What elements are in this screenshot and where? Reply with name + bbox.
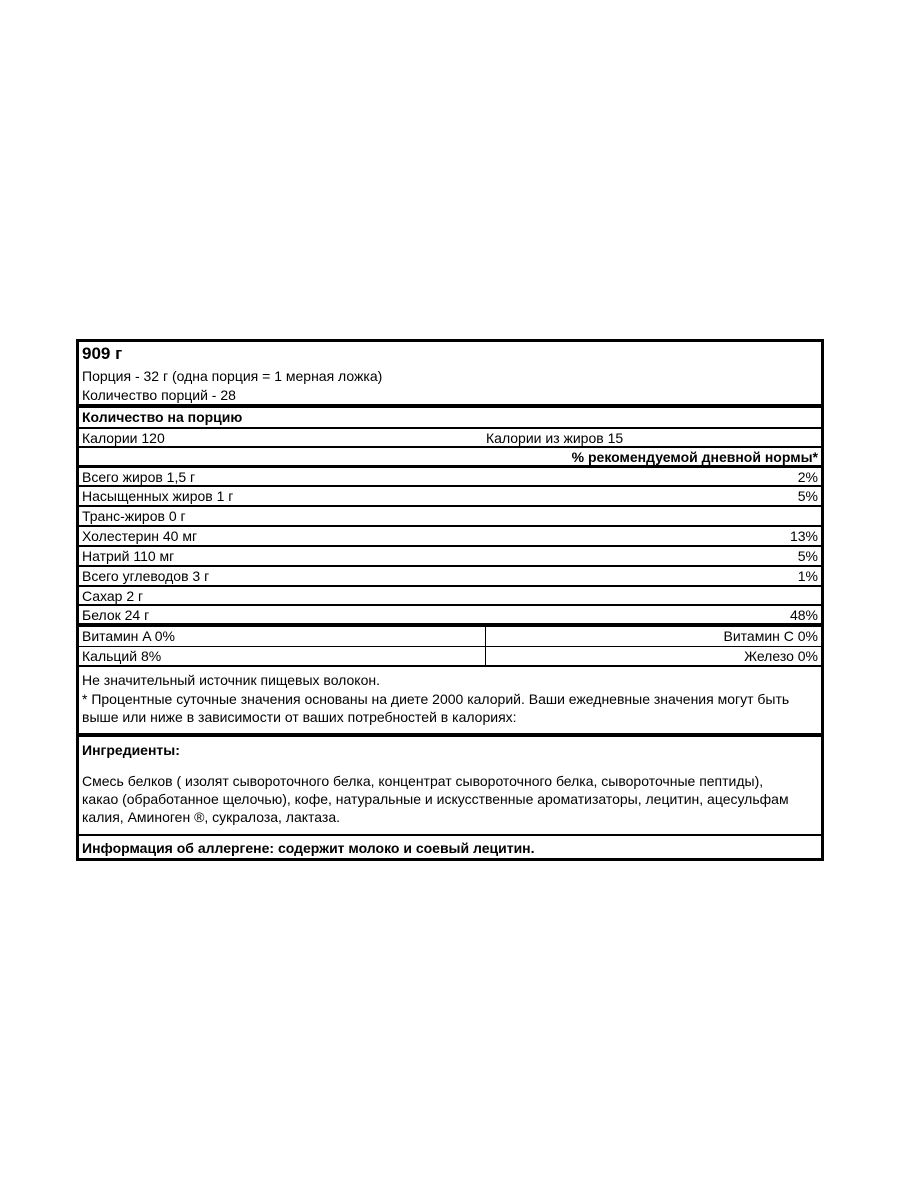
nutrient-label: Натрий 110 мг — [82, 548, 175, 564]
nutrient-row — [79, 587, 821, 604]
servings-per-container: Количество порций - 28 — [82, 387, 236, 403]
nutrient-dv: 48% — [789, 607, 818, 623]
nutrient-row — [79, 507, 821, 525]
nutrient-label: Насыщенных жиров 1 г — [82, 488, 234, 504]
amount-per-serving: Количество на порцию — [82, 409, 243, 425]
nutrient-dv: 13% — [789, 528, 818, 544]
nutrient-label: Транс-жиров 0 г — [82, 508, 186, 524]
vitamin-row — [79, 627, 821, 646]
nutrient-label: Холестерин 40 мг — [82, 528, 198, 544]
amount-per-serving-row — [79, 408, 821, 427]
net-weight: 909 г — [82, 344, 123, 363]
daily-value-footnote: * Процентные суточные значения основаны на диете 2000 калорий. Ваши ежедневные значения могут быть — [82, 691, 790, 707]
vitamin-right: Железо 0% — [744, 648, 818, 664]
daily-value-footnote-cont: выше или ниже в зависимости от ваших потребностей в калориях: — [82, 709, 517, 725]
nutrient-row — [79, 606, 821, 623]
vitamin-column-divider — [485, 627, 486, 665]
ingredients-text: какао (обработанное щелочью), кофе, натуральные и искусственные ароматизаторы, лецитин, ацесульфам — [82, 791, 789, 807]
divider — [79, 834, 821, 836]
ingredients-title: Ингредиенты: — [82, 742, 180, 758]
calories-row — [79, 429, 821, 446]
nutrient-dv: 5% — [797, 548, 818, 564]
nutrient-row — [79, 547, 821, 565]
nutrient-label: Всего углеводов 3 г — [82, 568, 210, 584]
nutrient-row — [79, 527, 821, 545]
nutrient-label: Белок 24 г — [82, 607, 150, 623]
nutrient-dv: 1% — [797, 568, 818, 584]
ingredients-text: Смесь белков ( изолят сывороточного белка, концентрат сывороточного белка, сывороточные пептиды), — [82, 773, 764, 789]
nutrient-row — [79, 468, 821, 485]
nutrient-label: Всего жиров 1,5 г — [82, 469, 196, 485]
daily-value-header-row — [79, 448, 821, 465]
nutrition-facts-label — [76, 339, 824, 861]
daily-value-header: % рекомендуемой дневной нормы* — [571, 449, 818, 465]
nutrient-row — [79, 487, 821, 505]
ingredients-text: калия, Аминоген ®, сукралоза, лактаза. — [82, 809, 341, 825]
nutrient-row — [79, 567, 821, 585]
allergen-info: Информация об аллергене: содержит молоко и соевый лецитин. — [82, 840, 535, 856]
vitamin-left: Витамин A 0% — [82, 628, 175, 644]
calories-label: Калории 120 — [82, 430, 165, 446]
vitamin-right: Витамин C 0% — [723, 628, 818, 644]
calories-from-fat: Калории из жиров 15 — [486, 430, 624, 446]
nutrient-label: Сахар 2 г — [82, 588, 144, 604]
thick-divider — [79, 733, 821, 737]
vitamin-left: Кальций 8% — [82, 648, 162, 664]
fiber-note: Не значительный источник пищевых волокон. — [82, 672, 380, 688]
nutrient-dv: 5% — [797, 488, 818, 504]
vitamin-row — [79, 647, 821, 665]
divider — [79, 665, 821, 667]
serving-size: Порция - 32 г (одна порция = 1 мерная ложка) — [82, 368, 383, 384]
nutrient-dv: 2% — [797, 469, 818, 485]
